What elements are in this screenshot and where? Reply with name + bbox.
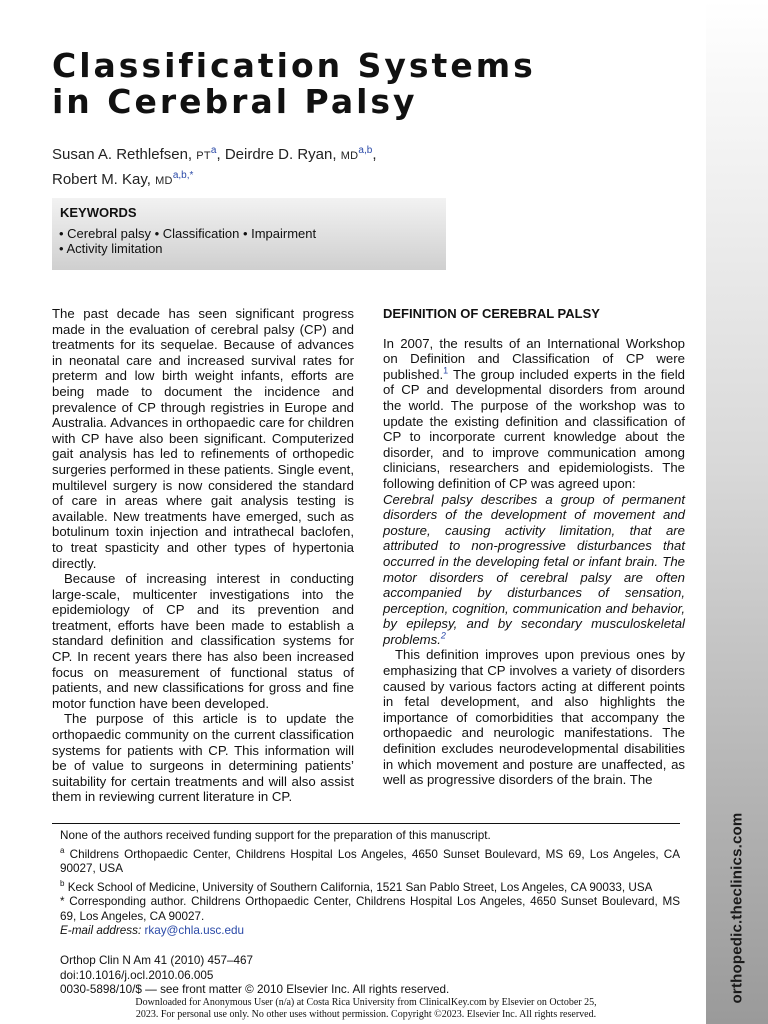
email-note xyxy=(60,924,680,939)
citation-block xyxy=(60,954,449,998)
download-notice xyxy=(52,997,680,1020)
affiliation-note xyxy=(60,844,680,877)
keywords-line: • Cerebral palsy • Classification • Impairment xyxy=(59,226,317,241)
body-paragraph xyxy=(383,336,685,492)
section-heading: DEFINITION OF CEREBRAL PALSY xyxy=(383,306,600,321)
article-title xyxy=(52,48,536,120)
body-paragraph: The purpose of this article is to update the orthopaedic community on the current classification systems for patients with CP. This information will be of value to surgeons in determining patients’ suitability for certain treatments and will also assist them in reviewing current literature in CP. xyxy=(52,711,354,805)
author-degree: MD xyxy=(340,150,359,162)
footnotes xyxy=(60,829,680,939)
body-column-left xyxy=(52,306,354,805)
author-list: Susan A. Rethlefsen, $PT^a$, Deirdre D. Ryan, MD$^{a,b}$, Robert M. Kay, $MD^{a,b,*}$ xyxy=(52,145,377,188)
definition-quote xyxy=(383,492,685,648)
title-line-2: in Cerebral Palsy xyxy=(52,82,418,121)
doi-link[interactable]: doi:10.1016/j.ocl.2010.06.005 xyxy=(60,968,214,982)
author-affiliation[interactable]: a,b xyxy=(358,145,373,156)
corresponding-note xyxy=(60,895,680,924)
paragraph-text: The group included experts in the field of CP and developmental disorders from around the world. The purpose of the workshop was to update the existing definition and classification of CP to incorporate current knowledge about the disorder, and to improve communication among clinicians, researchers and epidemiologists. The following definition of CP was agreed upon: xyxy=(383,366,685,491)
journal-url: orthopedic.theclinics.com xyxy=(728,812,746,1004)
body-paragraph: This definition improves upon previous ones by emphasizing that CP involves a variety of disorders caused by various factors acting at different points in fetal development, and also highlights the importance of comorbidities that accompany the orthopaedic and neurologic manifestations. The definition excludes neurodevelopmental disabilities in which movement and posture are unaffected, as well as progressive disorders of the brain. The xyxy=(383,647,685,788)
reference-link[interactable]: 2 xyxy=(440,630,446,641)
body-paragraph: The past decade has seen significant progress made in the evaluation of cerebral palsy (CP) and treatments for its sequelae. Because of advances in neonatal care and increased survival rates for preterm and low birth weight infants, efforts are being made to document the incidence and prevalence of CP through registries in Europe and Australia. Advances in orthopaedic care for children with CP have also been significant. Computerized gait analysis has led to refinements of orthopedic surgeries performed in these patients. Single event, multilevel surgery is now considered the standard of care in areas where gait analysis testing is available. New treatments have emerged, such as botulinum toxin injection and intrathecal baclofen, to treat spasticity and other types of hypertonia directly. xyxy=(52,306,354,571)
email-link[interactable]: rkay@chla.usc.edu xyxy=(144,924,245,938)
download-line: 2023. For personal use only. No other uses without permission. Copyright ©2023. Elsevier Inc. All rights reserved. xyxy=(135,1008,597,1020)
author-degree: MD xyxy=(155,175,173,187)
affiliation-mark: a xyxy=(60,845,65,855)
affiliation-text: Childrens Orthopaedic Center, Childrens Hospital Los Angeles, 4650 Sunset Boulevard, MS 69, Los Angeles, CA 90027, USA xyxy=(60,847,681,876)
corresponding-mark: * xyxy=(60,895,65,909)
download-line: Downloaded for Anonymous User (n/a) at Costa Rica University from ClinicalKey.com by Elsevier on October 25, xyxy=(135,997,597,1008)
body-column-right xyxy=(383,306,685,788)
title-line-1: Classification Systems xyxy=(52,46,536,85)
paragraph-text: In 2007, the results of an International Workshop on Definition and Classification of CP were published. xyxy=(383,335,685,382)
journal-citation: Orthop Clin N Am 41 (2010) 457–467 xyxy=(60,954,253,967)
keywords-box xyxy=(52,198,446,270)
author-degree: PT xyxy=(196,150,211,162)
keywords-heading: KEYWORDS xyxy=(60,205,137,220)
body-paragraph: Because of increasing interest in conducting large-scale, multicenter investigations into the epidemiology of CP and its prevention and treatment, efforts have been made to establish a standard definition and classification systems for CP. In recent years there has also been increased focus on measurement of functional status of patients, and new classifications for gross and fine motor function have been developed. xyxy=(52,571,354,711)
affiliation-text: Keck School of Medicine, University of Southern California, 1521 San Pablo Street, Los Angeles, CA 90033, USA xyxy=(67,880,653,894)
corresponding-text: Corresponding author. Childrens Orthopaedic Center, Childrens Hospital Los Angeles, 4650 Sunset Boulevard, MS 69, Los Angeles, CA 90027. xyxy=(60,895,680,923)
author-name: Deirdre D. Ryan, xyxy=(224,146,337,163)
reference-link[interactable]: 1 xyxy=(443,365,449,376)
email-label: E-mail address: xyxy=(60,924,142,938)
footnote-divider xyxy=(52,823,680,824)
author-name: Robert M. Kay, xyxy=(52,171,151,188)
keywords-line: • Activity limitation xyxy=(59,241,163,256)
funding-note: None of the authors received funding support for the preparation of this manuscript. xyxy=(60,829,491,842)
author-name: Susan A. Rethlefsen, xyxy=(52,146,193,163)
affiliation-note xyxy=(60,877,680,895)
quote-text: Cerebral palsy describes a group of permanent disorders of the development of movement and posture, causing activity limitation, that are attributed to non-progressive disturbances that occurred in the developing fetal or infant brain. The motor disorders of cerebral palsy are often accompanied by disturbances of sensation, perception, cognition, communication and behavior, by epilepsy, and by secondary musculoskeletal problems. xyxy=(383,491,685,647)
copyright-line: 0030-5898/10/$ — see front matter © 2010 Elsevier Inc. All rights reserved. xyxy=(60,983,450,997)
author-affiliation[interactable]: a,b,* xyxy=(172,170,194,181)
affiliation-mark: b xyxy=(60,878,65,888)
author-affiliation[interactable]: a xyxy=(210,145,217,156)
